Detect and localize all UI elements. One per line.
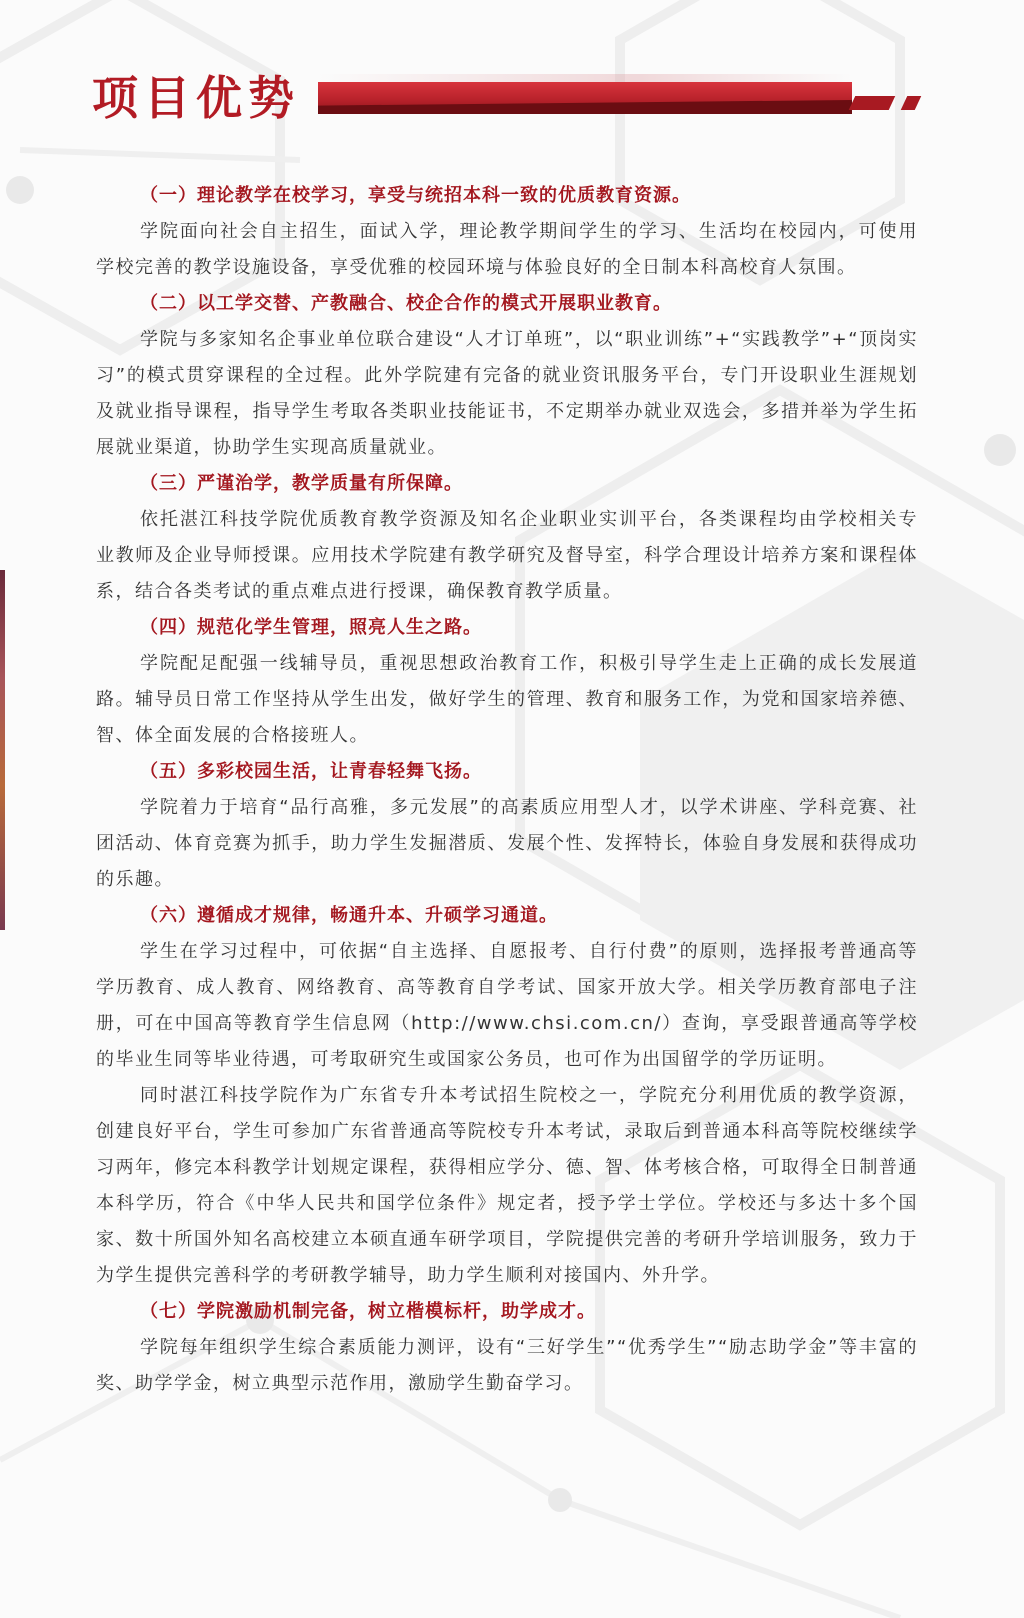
section-5 bbox=[96, 754, 918, 898]
section-paragraph: 学院着力于培育“品行高雅，多元发展”的高素质应用型人才，以学术讲座、学科竞赛、社团活动、体育竞赛为抓手，助力学生发掘潜质、发展个性、发挥特长，体验自身发展和获得成功的乐趣。 bbox=[96, 797, 918, 890]
section-paragraph: 学院与多家知名企事业单位联合建设“人才订单班”，以“职业训练”+“实践教学”+“顶岗实习”的模式贯穿课程的全过程。此外学院建有完备的就业资讯服务平台，专门开设职业生涯规划及就业指导课程，指导学生考取各类职业技能证书，不定期举办就业双选会，多措并举为学生拓展就业渠道，协助学生实现高质量就业。 bbox=[96, 329, 918, 458]
section-paragraph: 同时湛江科技学院作为广东省专升本考试招生院校之一，学院充分利用优质的教学资源，创建良好平台，学生可参加广东省普通高等院校专升本考试，录取后到普通本科高等院校继续学习两年，修完本科教学计划规定课程，获得相应学分、德、智、体考核合格，可取得全日制普通本科学历，符合《中华人民共和国学位条件》规定者，授予学士学位。学校还与多达十多个国家、数十所国外知名高校建立本硕直通车研学项目，学院提供完善的考研升学培训服务，致力于为学生提供完善科学的考研教学辅导，助力学生顺利对接国内、外升学。 bbox=[96, 1085, 918, 1286]
section-paragraph: 学院配足配强一线辅导员，重视思想政治教育工作，积极引导学生走上正确的成长发展道路。辅导员日常工作坚持从学生出发，做好学生的管理、教育和服务工作，为党和国家培养德、智、体全面发展的合格接班人。 bbox=[96, 653, 918, 746]
section-1 bbox=[96, 178, 918, 286]
section-paragraph: 学院面向社会自主招生，面试入学，理论教学期间学生的学习、生活均在校园内，可使用学校完善的教学设施设备，享受优雅的校园环境与体验良好的全日制本科高校育人氛围。 bbox=[96, 221, 918, 278]
section-7 bbox=[96, 1294, 918, 1402]
section-heading: （五）多彩校园生活，让青春轻舞飞扬。 bbox=[140, 761, 482, 782]
section-paragraph: 学生在学习过程中，可依据“自主选择、自愿报考、自行付费”的原则，选择报考普通高等学历教育、成人教育、网络教育、高等教育自学考试、国家开放大学。相关学历教育部电子注册，可在中国高等教育学生信息网（http://www.chsi.com.cn/）查询，享受跟普通高等学校的毕业生同等毕业待遇，可考取研究生或国家公务员，也可作为出国留学的学历证明。 bbox=[96, 941, 918, 1070]
section-heading: （七）学院激励机制完备，树立楷模标杆，助学成才。 bbox=[140, 1301, 596, 1322]
section-heading: （三）严谨治学，教学质量有所保障。 bbox=[140, 473, 463, 494]
page-title: 项目优势 bbox=[92, 71, 300, 125]
section-paragraph: 依托湛江科技学院优质教育教学资源及知名企业职业实训平台，各类课程均由学校相关专业教师及企业导师授课。应用技术学院建有教学研究及督导室，科学合理设计培养方案和课程体系，结合各类考试的重点难点进行授课，确保教育教学质量。 bbox=[96, 509, 918, 602]
section-heading: （四）规范化学生管理，照亮人生之路。 bbox=[140, 617, 482, 638]
title-decor-dash bbox=[849, 96, 896, 110]
left-edge-photo-strip bbox=[0, 570, 5, 930]
section-4 bbox=[96, 610, 918, 754]
page-header bbox=[0, 60, 1024, 140]
section-heading: （二）以工学交替、产教融合、校企合作的模式开展职业教育。 bbox=[140, 293, 672, 314]
section-heading: （六）遵循成才规律，畅通升本、升硕学习通道。 bbox=[140, 905, 558, 926]
title-decor-dash-small bbox=[901, 96, 922, 110]
section-3 bbox=[96, 466, 918, 610]
section-heading: （一）理论教学在校学习，享受与统招本科一致的优质教育资源。 bbox=[140, 185, 691, 206]
section-2 bbox=[96, 286, 918, 466]
article-body bbox=[96, 178, 918, 1402]
section-paragraph: 学院每年组织学生综合素质能力测评，设有“三好学生”“优秀学生”“励志助学金”等丰富的奖、助学学金，树立典型示范作用，激励学生勤奋学习。 bbox=[96, 1337, 918, 1394]
section-6 bbox=[96, 898, 918, 1294]
